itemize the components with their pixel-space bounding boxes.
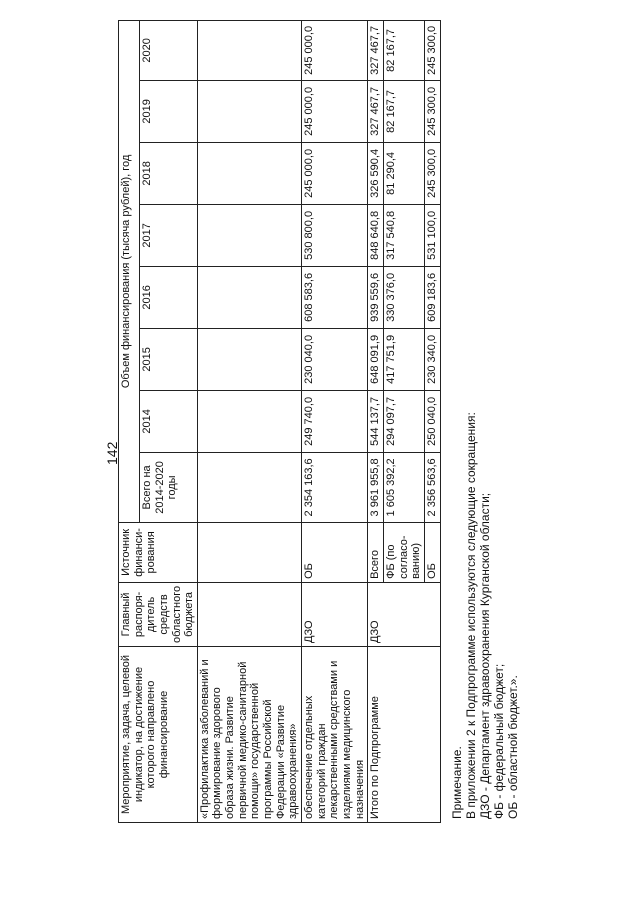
note-line: ФБ - федеральный бюджет; [492,663,506,819]
cell-total: 3 961 955,8 [368,452,384,522]
cell-source: ФБ (по согласо-ванию) [384,522,425,582]
cell-year: 326 590,4 [368,142,384,204]
header-year-2014: 2014 [140,390,198,452]
cell-year: 245 300,0 [425,80,441,142]
cell-total: 2 354 163,6 [301,452,367,522]
header-total: Всего на 2014-2020 годы [140,452,198,522]
cell-source: ОБ [425,522,441,582]
cell-year: 544 137,7 [368,390,384,452]
cell-source: Всего [368,522,384,582]
cell-total: 1 605 392,2 [384,452,425,522]
cell-year: 245 000,0 [301,142,367,204]
table-row [301,20,367,822]
cell-source [197,522,301,582]
cell-year: 82 167,7 [384,20,425,80]
header-activity: Мероприятие, задача, целевой индикатор, на достижение которого направлено финансирование [119,647,198,823]
note-line: ОБ - областной бюджет.». [506,675,520,819]
cell-year: 249 740,0 [301,390,367,452]
cell-year: 608 583,6 [301,266,367,328]
cell-year: 417 751,9 [384,328,425,390]
cell-year: 230 340,0 [425,328,441,390]
cell-source: ОБ [301,522,367,582]
cell-manager [197,582,301,646]
table-row [368,20,384,822]
cell-manager: ДЗО [301,582,367,646]
note-line: В приложении 2 к Подпрограмме используются следующие сокращения: [464,412,478,819]
header-source: Источник финанси-рования [119,522,198,582]
header-year-2020: 2020 [140,20,198,80]
header-year-2015: 2015 [140,328,198,390]
page-number: 142 [104,441,120,465]
cell-year: 82 167,7 [384,80,425,142]
note-line: ДЗО - Департамент здравоохранения Курганской области; [478,492,492,819]
cell-year: 848 640,8 [368,204,384,266]
cell-total: 2 356 563,6 [425,452,441,522]
cell-manager-total: ДЗО [368,582,441,646]
cell-year: 330 376,0 [384,266,425,328]
cell-year: 245 000,0 [301,80,367,142]
notes-block [450,412,520,819]
cell-year [197,328,301,390]
cell-year [197,80,301,142]
cell-activity: обеспечение отдельных категорий граждан лекарственными средствами и изделиями медицинского назначения [301,647,367,823]
cell-year [197,390,301,452]
cell-year [197,204,301,266]
note-title: Примечание. [450,746,464,819]
header-year-2017: 2017 [140,204,198,266]
header-volume-group: Объем финансирования (тысяча рублей), год [119,20,140,522]
header-manager: Главный распоря-дитель средств областного бюджета [119,582,198,646]
cell-year: 648 091,9 [368,328,384,390]
cell-activity-total: Итого по Подпрограмме [368,647,441,823]
cell-year [197,266,301,328]
cell-activity: «Профилактика заболеваний и формирование здорового образа жизни. Развитие первичной медико-санитарной помощи» государственной программы Российской Федерации «Развитие здравоохранения» [197,647,301,823]
cell-year: 327 467,7 [368,80,384,142]
cell-year: 245 300,0 [425,20,441,80]
cell-year: 317 540,8 [384,204,425,266]
cell-year: 81 290,4 [384,142,425,204]
cell-year: 230 040,0 [301,328,367,390]
cell-year: 609 183,6 [425,266,441,328]
cell-year: 245 000,0 [301,20,367,80]
table-row [197,20,301,822]
cell-year: 294 097,7 [384,390,425,452]
header-row-top [119,20,140,822]
cell-year: 245 300,0 [425,142,441,204]
cell-year: 531 100,0 [425,204,441,266]
cell-year: 530 800,0 [301,204,367,266]
header-year-2016: 2016 [140,266,198,328]
cell-year: 327 467,7 [368,20,384,80]
financing-table [118,20,441,823]
header-year-2019: 2019 [140,80,198,142]
cell-total [197,452,301,522]
header-year-2018: 2018 [140,142,198,204]
cell-year: 939 559,6 [368,266,384,328]
cell-year [197,20,301,80]
cell-year: 250 040,0 [425,390,441,452]
cell-year [197,142,301,204]
